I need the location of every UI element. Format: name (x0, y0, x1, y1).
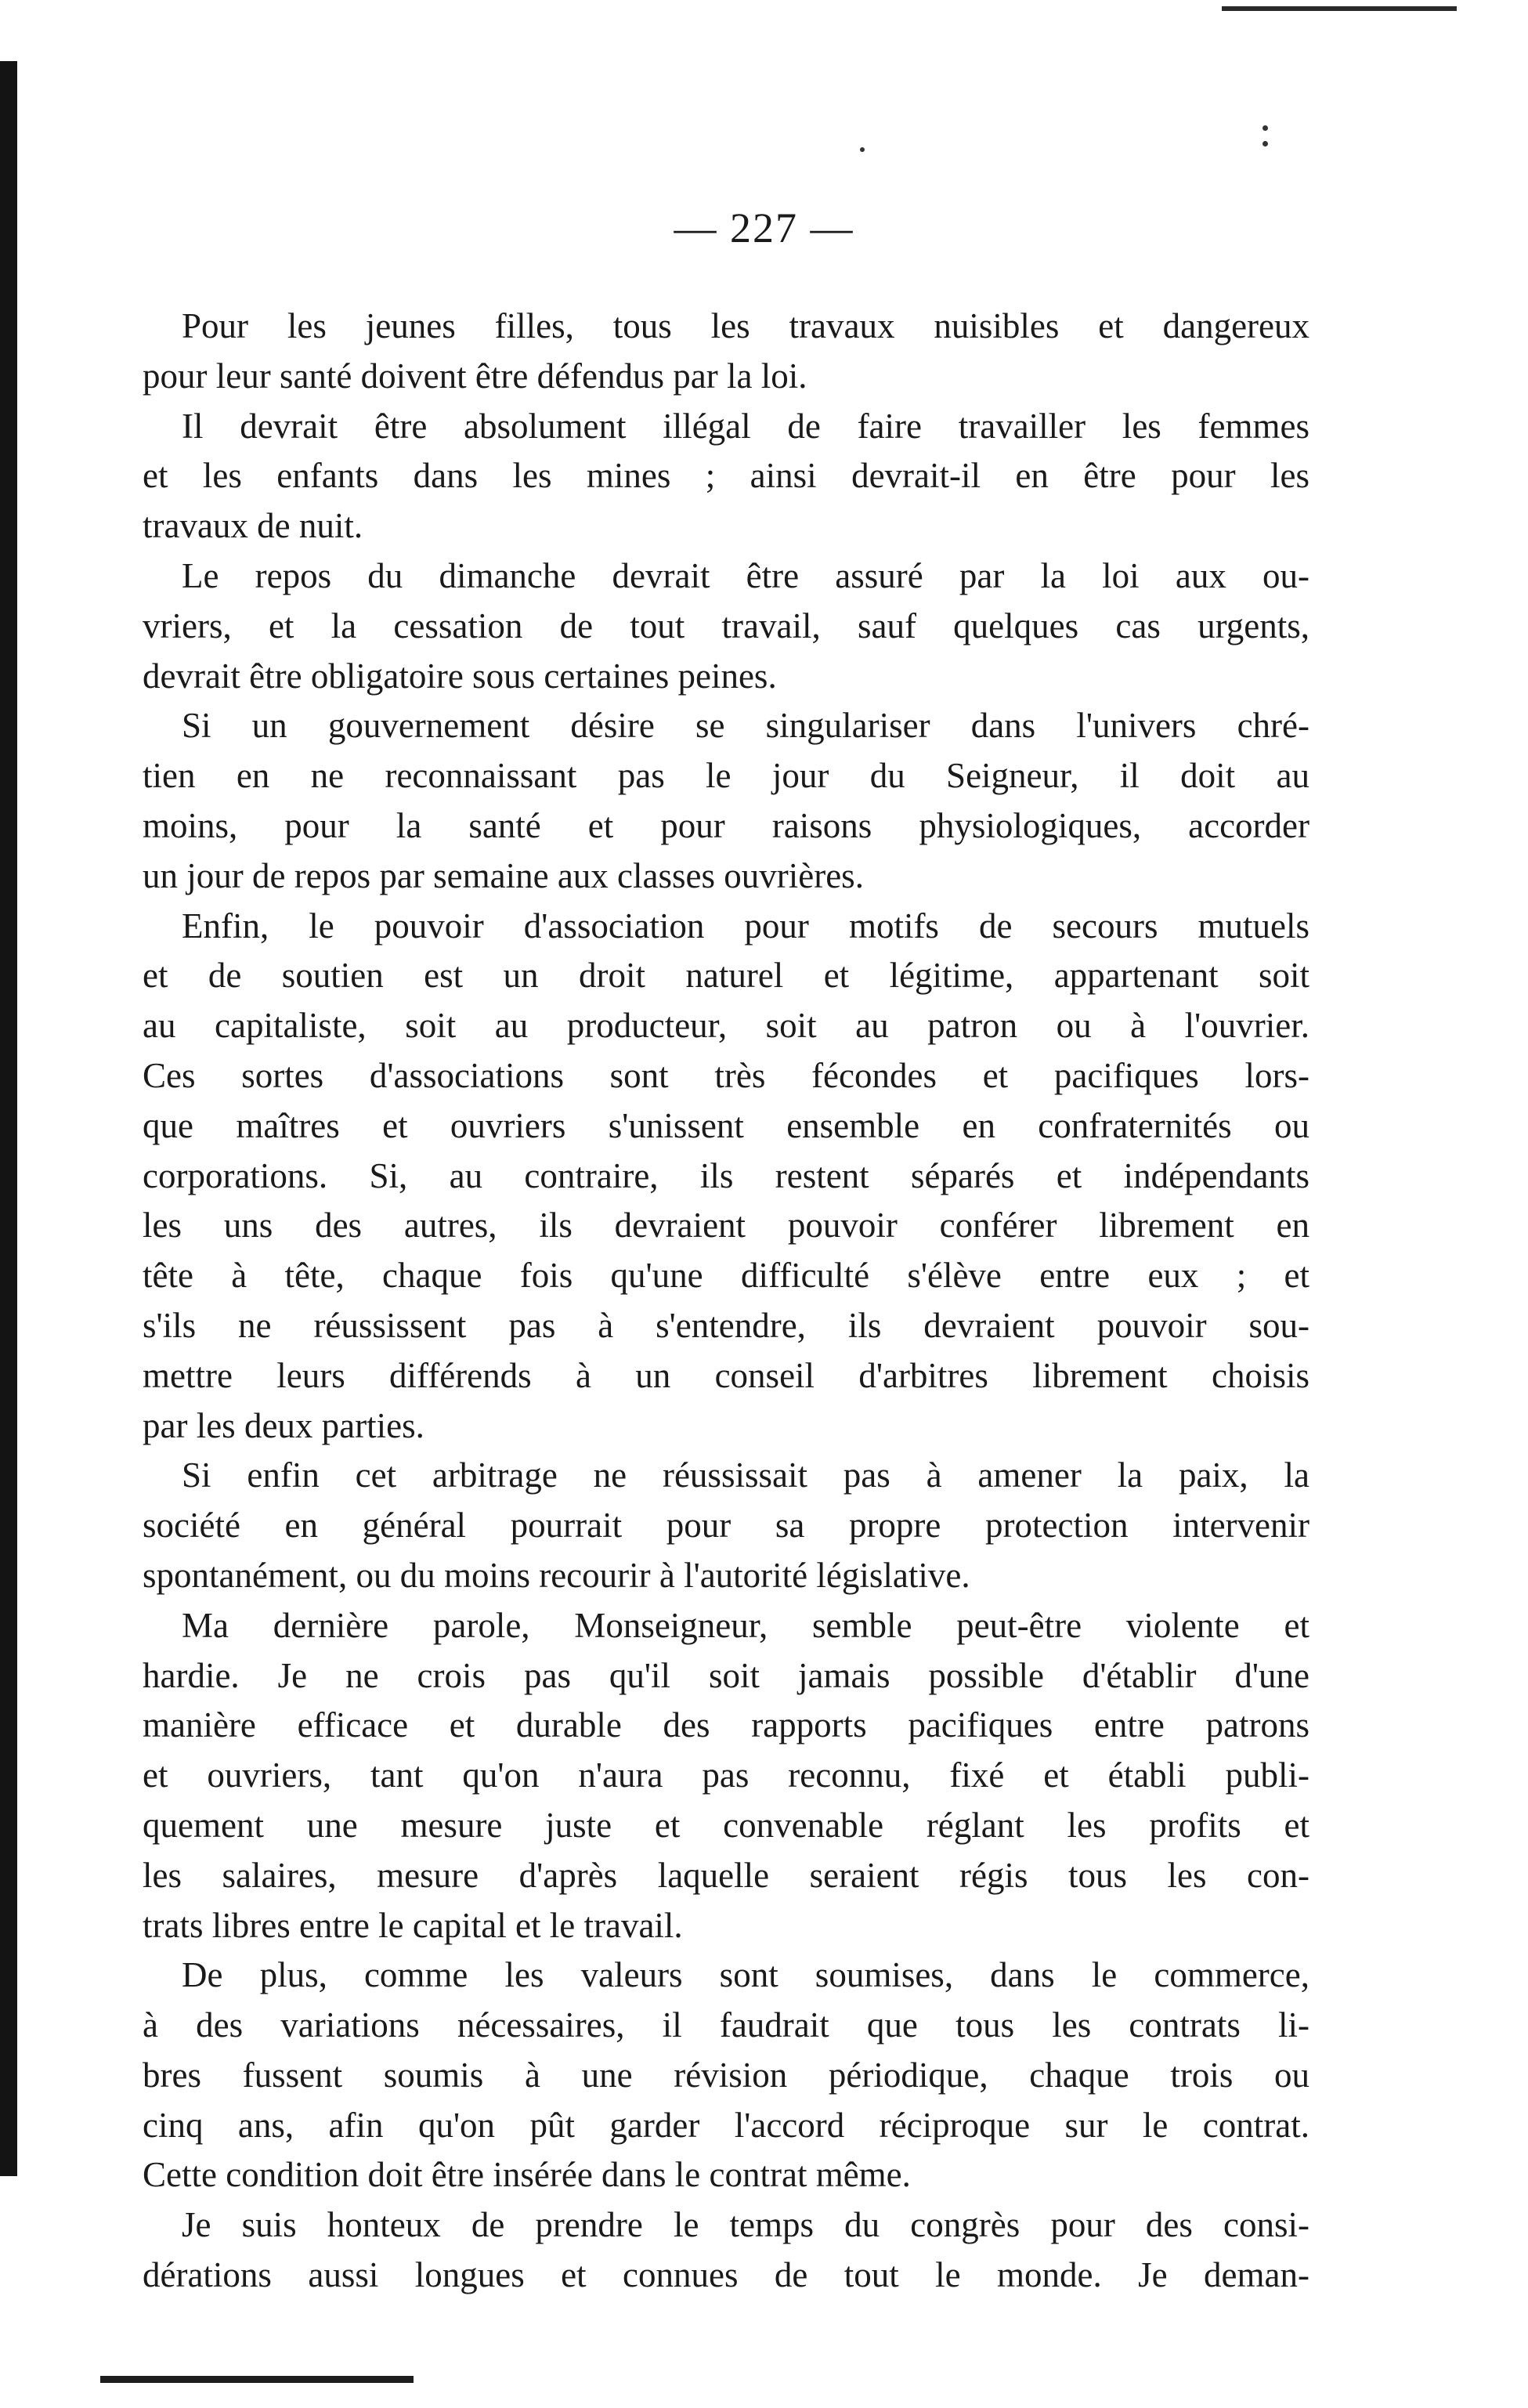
scan-speck (860, 147, 865, 152)
scan-speck (1262, 125, 1268, 131)
text-line: hardie. Je ne crois pas qu'il soit jamais possible d'établir d'une (143, 1655, 1309, 1695)
scan-binding-edge (0, 61, 17, 2176)
text-line: les uns des autres, ils devraient pouvoir conférer librement en (143, 1206, 1309, 1246)
text-line: Si un gouvernement désire se singulariser dans l'univers chré- (182, 706, 1309, 746)
text-line: par les deux parties. (143, 1405, 424, 1445)
text-line: bres fussent soumis à une révision périodique, chaque trois ou (143, 2055, 1309, 2095)
text-line: Je suis honteux de prendre le temps du congrès pour des consi- (182, 2205, 1309, 2245)
text-line: devrait être obligatoire sous certaines peines. (143, 656, 777, 696)
text-line: De plus, comme les valeurs sont soumises, dans le commerce, (182, 1955, 1309, 1995)
text-line: Il devrait être absolument illégal de faire travailler les femmes (182, 406, 1309, 446)
text-line: Le repos du dimanche devrait être assuré par la loi aux ou- (182, 555, 1309, 595)
text-line: Si enfin cet arbitrage ne réussissait pas à amener la paix, la (182, 1455, 1309, 1495)
text-line: mettre leurs différends à un conseil d'arbitres librement choisis (143, 1355, 1309, 1395)
scan-bottom-rule (100, 2376, 414, 2383)
text-line: quement une mesure juste et convenable réglant les profits et (143, 1805, 1309, 1845)
text-line: à des variations nécessaires, il faudrait que tous les contrats li- (143, 2005, 1309, 2045)
text-line: Ma dernière parole, Monseigneur, semble peut-être violente et (182, 1605, 1309, 1645)
text-line: manière efficace et durable des rapports pacifiques entre patrons (143, 1705, 1309, 1745)
text-line: Ces sortes d'associations sont très fécondes et pacifiques lors- (143, 1055, 1309, 1095)
text-line: spontanément, ou du moins recourir à l'autorité législative. (143, 1555, 970, 1595)
text-line: Cette condition doit être insérée dans le contrat même. (143, 2155, 911, 2195)
text-line: un jour de repos par semaine aux classes ouvrières. (143, 855, 864, 895)
text-line: et les enfants dans les mines ; ainsi devrait-il en être pour les (143, 456, 1309, 496)
text-line: trats libres entre le capital et le travail. (143, 1905, 683, 1945)
text-line: pour leur santé doivent être défendus par la loi. (143, 356, 807, 396)
text-line: cinq ans, afin qu'on pût garder l'accord réciproque sur le contrat. (143, 2105, 1309, 2145)
text-line: que maîtres et ouvriers s'unissent ensemble en confraternités ou (143, 1105, 1309, 1145)
text-line: Pour les jeunes filles, tous les travaux nuisibles et dangereux (182, 306, 1309, 345)
text-line: vriers, et la cessation de tout travail, sauf quelques cas urgents, (143, 606, 1309, 645)
body-text (143, 302, 1309, 2301)
text-line: au capitaliste, soit au producteur, soit au patron ou à l'ouvrier. (143, 1006, 1309, 1046)
text-line: Enfin, le pouvoir d'association pour motifs de secours mutuels (182, 906, 1309, 945)
scan-top-rule (1222, 6, 1457, 11)
text-line: et ouvriers, tant qu'on n'aura pas reconnu, fixé et établi publi- (143, 1755, 1309, 1795)
text-line: les salaires, mesure d'après laquelle seraient régis tous les con- (143, 1855, 1309, 1895)
text-line: dérations aussi longues et connues de tout le monde. Je deman- (143, 2255, 1309, 2295)
text-line: moins, pour la santé et pour raisons physiologiques, accorder (143, 805, 1309, 845)
text-line: travaux de nuit. (143, 506, 363, 546)
text-line: société en général pourrait pour sa propre protection intervenir (143, 1506, 1309, 1546)
text-line: et de soutien est un droit naturel et légitime, appartenant soit (143, 956, 1309, 996)
text-line: tien en ne reconnaissant pas le jour du Seigneur, il doit au (143, 756, 1309, 796)
text-line: tête à tête, chaque fois qu'une difficulté s'élève entre eux ; et (143, 1256, 1309, 1296)
text-line: s'ils ne réussissent pas à s'entendre, ils devraient pouvoir sou- (143, 1305, 1309, 1345)
page-number: — 227 — (674, 204, 854, 251)
scan-speck (1262, 141, 1268, 146)
text-line: corporations. Si, au contraire, ils restent séparés et indépendants (143, 1155, 1309, 1195)
